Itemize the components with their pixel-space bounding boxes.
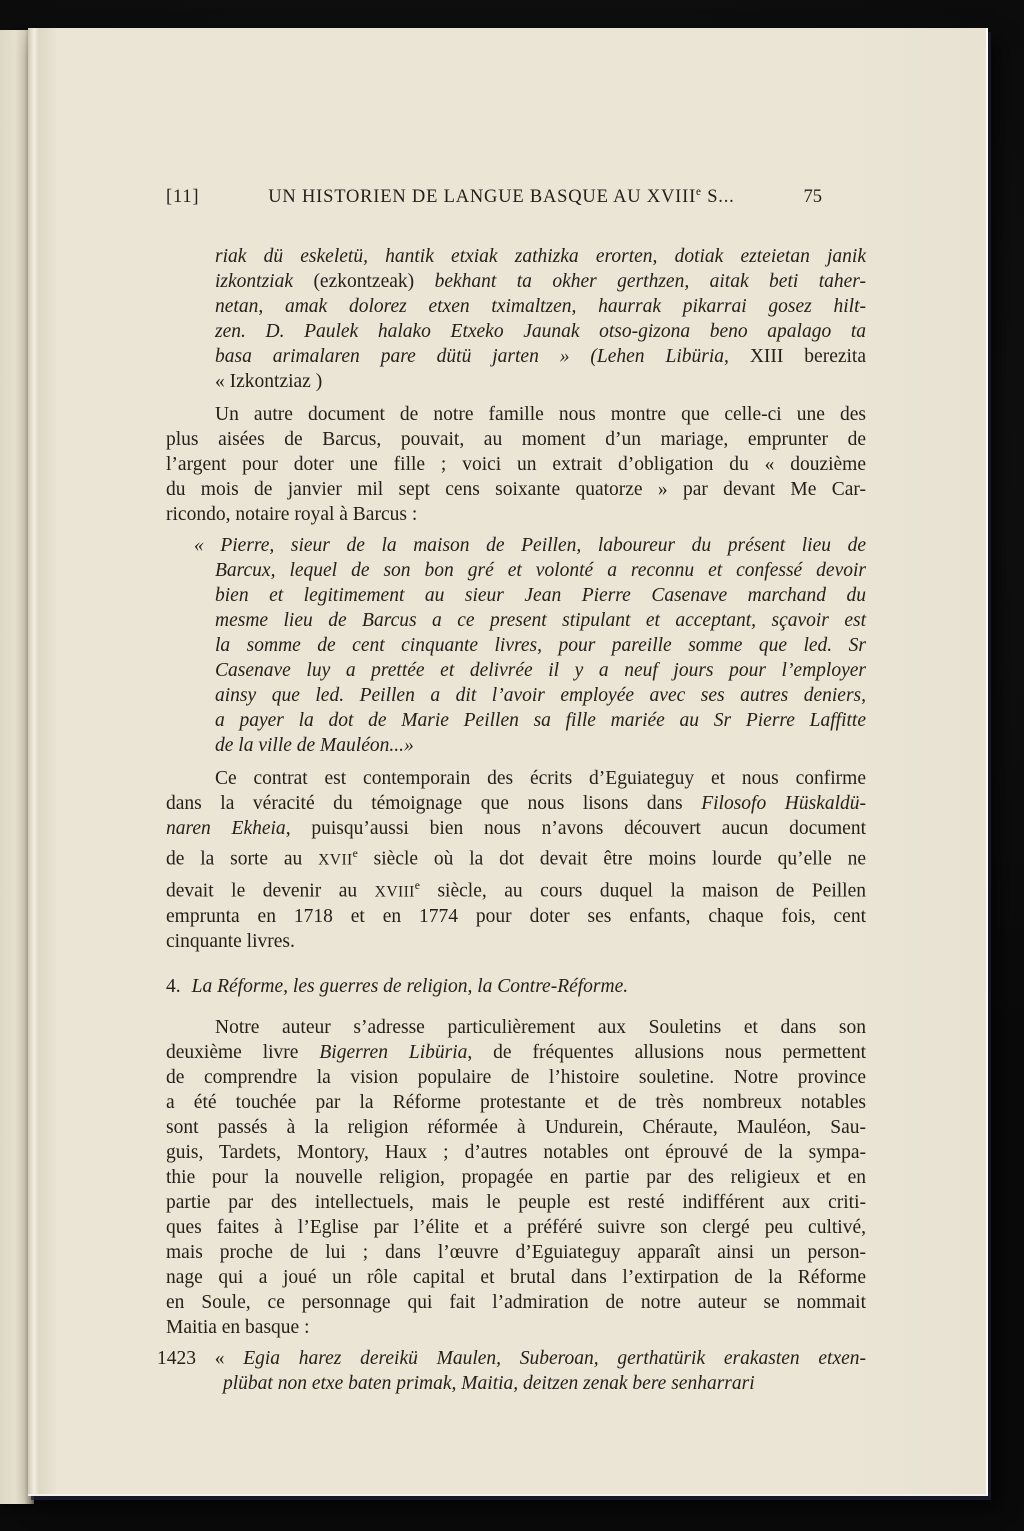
- text-line: nage qui a joué un rôle capital et brutal dans l’extirpation de la Réforme: [166, 1267, 866, 1288]
- text-line: a été touchée par la Réforme protestante et de très nombreux notables: [166, 1092, 866, 1113]
- text-line: Barcux, lequel de son bon gré et volonté a reconnu et confessé devoir: [215, 560, 866, 581]
- text-line: Un autre document de notre famille nous montre que celle-ci une des: [215, 404, 866, 425]
- text-line: ainsy que led. Peillen a dit l’avoir employée avec ses autres deniers,: [215, 685, 866, 706]
- text-line: « Izkontziaz ): [215, 371, 323, 392]
- text-line: ricondo, notaire royal à Barcus :: [166, 504, 418, 525]
- page-body: [157, 244, 867, 1402]
- text-line: de la sorte au XVIIe siècle où la dot devait être moins lourde qu’elle ne: [166, 847, 866, 870]
- notarial-act-quote: [194, 533, 866, 758]
- text-line: Ce contrat est contemporain des écrits d’Eguiateguy et nous confirme: [215, 768, 866, 789]
- text-line: Maitia en basque :: [166, 1317, 310, 1338]
- text-line: basa arimalaren pare dütü jarten » (Lehen Libüria, XIII berezita: [215, 346, 866, 367]
- text-line: 1423 « Egia harez dereikü Maulen, Suberoan, gerthatürik erakasten etxen-: [157, 1348, 867, 1369]
- text-line: sont passés à la religion réformée à Undurein, Chéraute, Mauléon, Sau-: [166, 1117, 866, 1138]
- text-line: l’argent pour doter une fille ; voici un extrait d’obligation du « douzième: [166, 454, 866, 475]
- text-line: de la ville de Mauléon...»: [215, 735, 414, 756]
- text-line: de comprendre la vision populaire de l’histoire souletine. Notre province: [166, 1067, 866, 1088]
- text-line: thie pour la nouvelle religion, propagée en partie par des religieux et en: [166, 1167, 866, 1188]
- page-header: [166, 186, 866, 208]
- page-number: 75: [803, 187, 822, 208]
- text-line: izkontziak (ezkontzeak) bekhant ta okher gerthzen, aitak beti taher-: [215, 271, 866, 292]
- basque-quote-continuation: [215, 244, 866, 394]
- text-line: emprunta en 1718 et en 1774 pour doter ses enfants, chaque fois, cent: [166, 906, 866, 927]
- paragraph-reforme-soule: [166, 1015, 866, 1340]
- text-line: du mois de janvier mil sept cens soixante quatorze » par devant Me Car-: [166, 479, 866, 500]
- running-title: UN HISTORIEN DE LANGUE BASQUE AU XVIIIe S...: [268, 186, 735, 208]
- paragraph-family-loan: [166, 402, 866, 527]
- text-line: netan, amak dolorez etxen tximaltzen, haurrak pikarrai gosez hilt-: [215, 296, 866, 317]
- text-line: la somme de cent cinquante livres, pour pareille somme que led. Sr: [215, 635, 866, 656]
- text-line: « Pierre, sieur de la maison de Peillen, laboureur du présent lieu de: [194, 535, 866, 556]
- text-line: naren Ekheia, puisqu’aussi bien nous n’avons découvert aucun document: [166, 818, 866, 839]
- text-line: riak dü eskeletü, hantik etxiak zathizka erorten, dotiak ezteietan janik: [215, 246, 866, 267]
- text-line: plus aisées de Barcus, pouvait, au moment d’un mariage, emprunter de: [166, 429, 866, 450]
- book-page: [28, 28, 988, 1496]
- text-line: deuxième livre Bigerren Libüria, de fréquentes allusions nous permettent: [166, 1042, 866, 1063]
- text-line: mais proche de lui ; dans l’œuvre d’Eguiateguy apparaît ainsi un person-: [166, 1242, 866, 1263]
- text-line: en Soule, ce personnage qui fait l’admiration de notre auteur se nommait: [166, 1292, 866, 1313]
- text-line: 4. La Réforme, les guerres de religion, la Contre-Réforme.: [166, 976, 629, 997]
- text-line: a payer la dot de Marie Peillen sa fille mariée au Sr Pierre Laffitte: [215, 710, 866, 731]
- text-line: bien et legitimement au sieur Jean Pierre Casenave marchand du: [215, 585, 866, 606]
- text-line: Notre auteur s’adresse particulièrement aux Souletins et dans son: [215, 1017, 866, 1038]
- text-line: ques faites à l’Eglise par l’élite et a préféré suivre son clergé peu cultivé,: [166, 1217, 866, 1238]
- text-line: partie par des intellectuels, mais le peuple est resté indifférent aux criti-: [166, 1192, 866, 1213]
- basque-quote-1423: [157, 1346, 867, 1396]
- text-line: guis, Tardets, Montory, Haux ; d’autres notables ont éprouvé de la sympa-: [166, 1142, 866, 1163]
- text-line: dans la véracité du témoignage que nous lisons dans Filosofo Hüskaldü-: [166, 793, 866, 814]
- text-line: cinquante livres.: [166, 931, 295, 952]
- text-line: Casenave luy a prettée et delivrée il y a neuf jours pour l’employer: [215, 660, 866, 681]
- text-line: zen. D. Paulek halako Etxeko Jaunak otso-gizona beno apalago ta: [215, 321, 866, 342]
- paragraph-contract-analysis: [166, 766, 866, 954]
- text-line: plübat non etxe baten primak, Maitia, deitzen zenak bere senharrari: [223, 1373, 755, 1394]
- text-line: devait le devenir au XVIIIe siècle, au cours duquel la maison de Peillen: [166, 878, 866, 901]
- section-heading-4: [166, 974, 866, 999]
- bracketed-section-number: [11]: [166, 187, 200, 208]
- text-line: mesme lieu de Barcus a ce present stipulant et acceptant, sçavoir est: [215, 610, 866, 631]
